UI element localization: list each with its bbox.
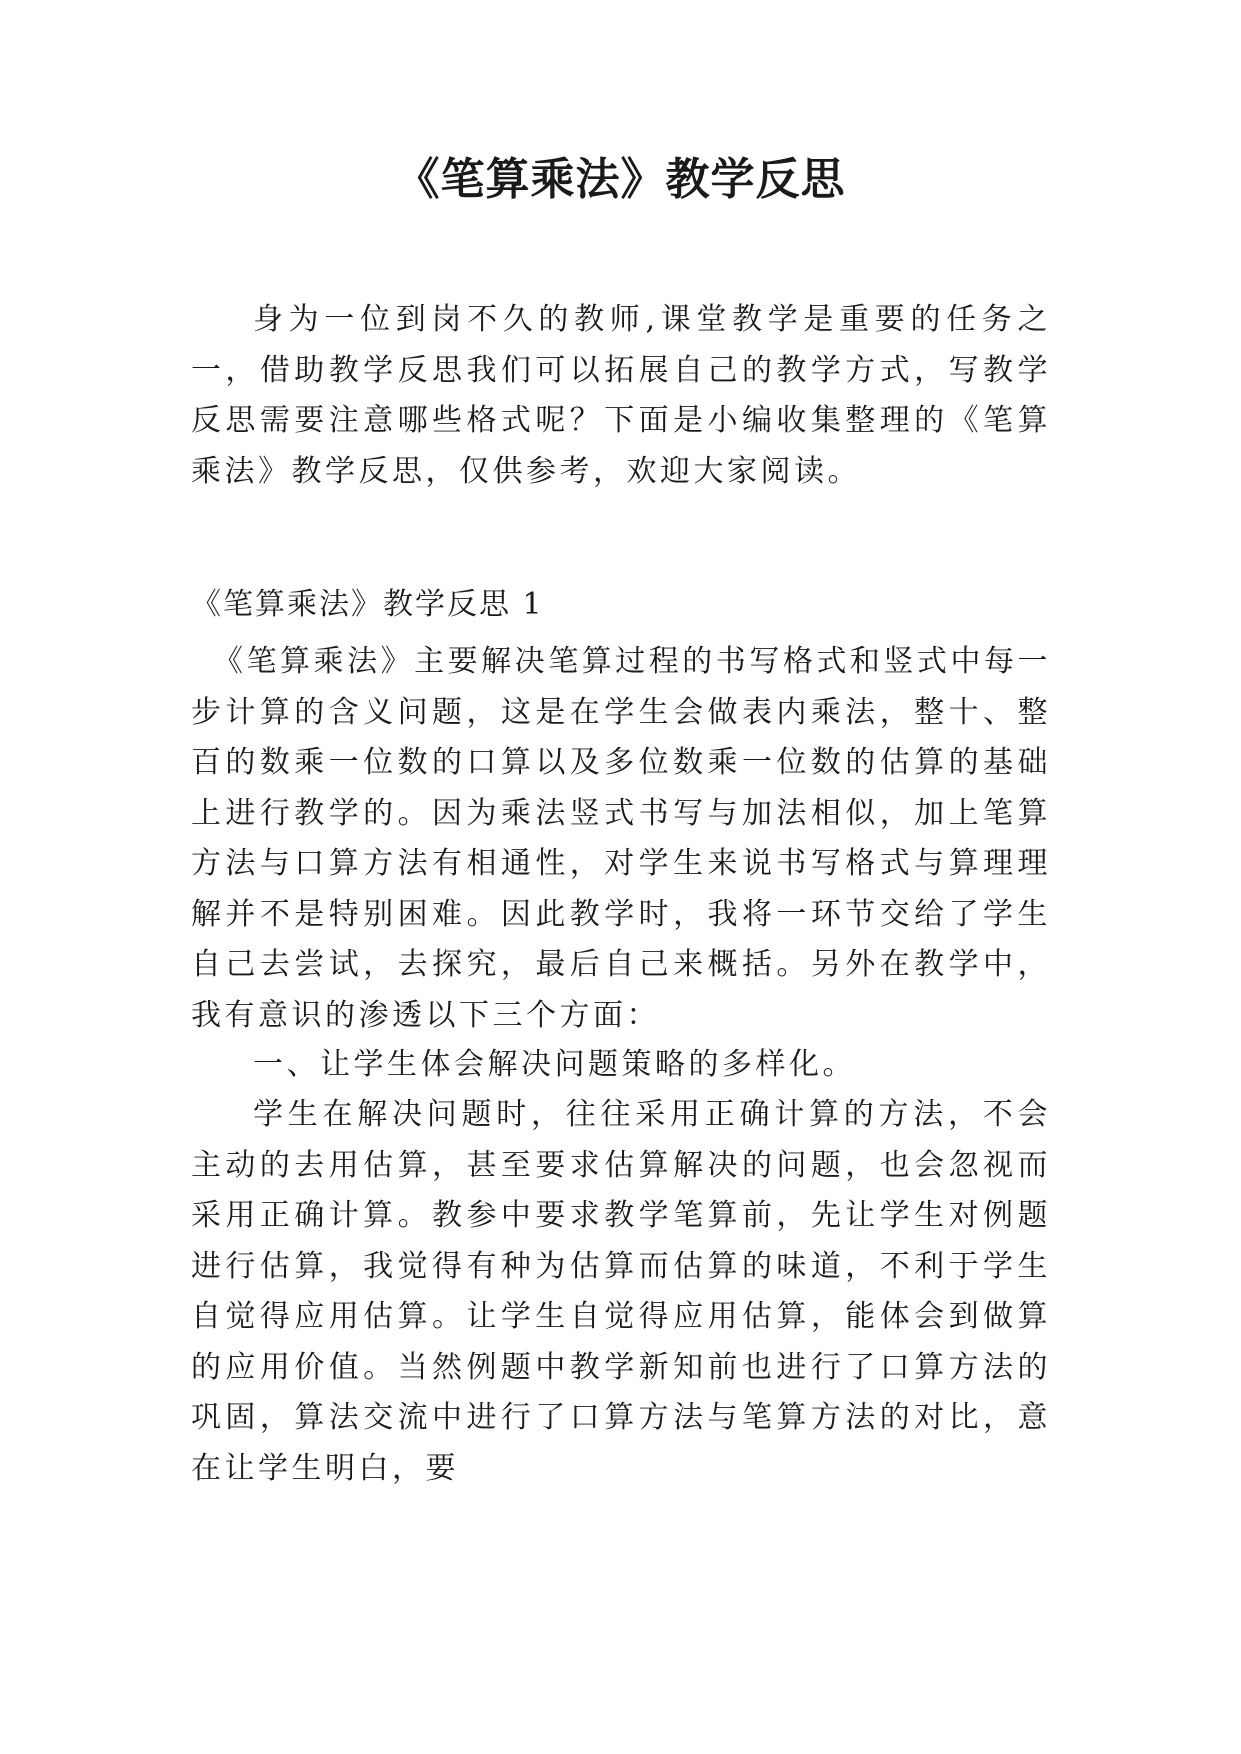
body-paragraph-1: 《笔算乘法》主要解决笔算过程的书写格式和竖式中每一步计算的含义问题，这是在学生会做表内乘法，整十、整百的数乘一位数的口算以及多位数乘一位数的估算的基础上进行教学的。因为乘法竖式书写与加法相似，加上笔算方法与口算方法有相通性，对学生来说书写格式与算理理解并不是特别困难。因此教学时，我将一环节交给了学生自己去尝试，去探究，最后自己来概括。另外在教学中，我有意识的渗透以下三个方面：: [191, 644, 1051, 1033]
section-heading: 《笔算乘法》教学反思 1: [191, 587, 544, 622]
point-heading-1: 一、让学生体会解决问题策略的多样化。: [253, 1047, 856, 1082]
document-title: 《笔算乘法》教学反思: [395, 154, 846, 205]
body-paragraph-2: 学生在解决问题时，往往采用正确计算的方法，不会主动的去用估算，甚至要求估算解决的问题，也会忽视而采用正确计算。教参中要求教学笔算前，先让学生对例题进行估算，我觉得有种为估算而估算的味道，不利于学生自觉得应用估算。让学生自觉得应用估算，能体会到做算的应用价值。当然例题中教学新知前也进行了口算方法的巩固，算法交流中进行了口算方法与笔算方法的对比，意在让学生明白，要: [191, 1097, 1051, 1486]
intro-paragraph: 身为一位到岗不久的教师,课堂教学是重要的任务之一，借助教学反思我们可以拓展自己的教学方式，写教学反思需要注意哪些格式呢？下面是小编收集整理的《笔算乘法》教学反思，仅供参考，欢迎大家阅读。: [191, 302, 1051, 489]
